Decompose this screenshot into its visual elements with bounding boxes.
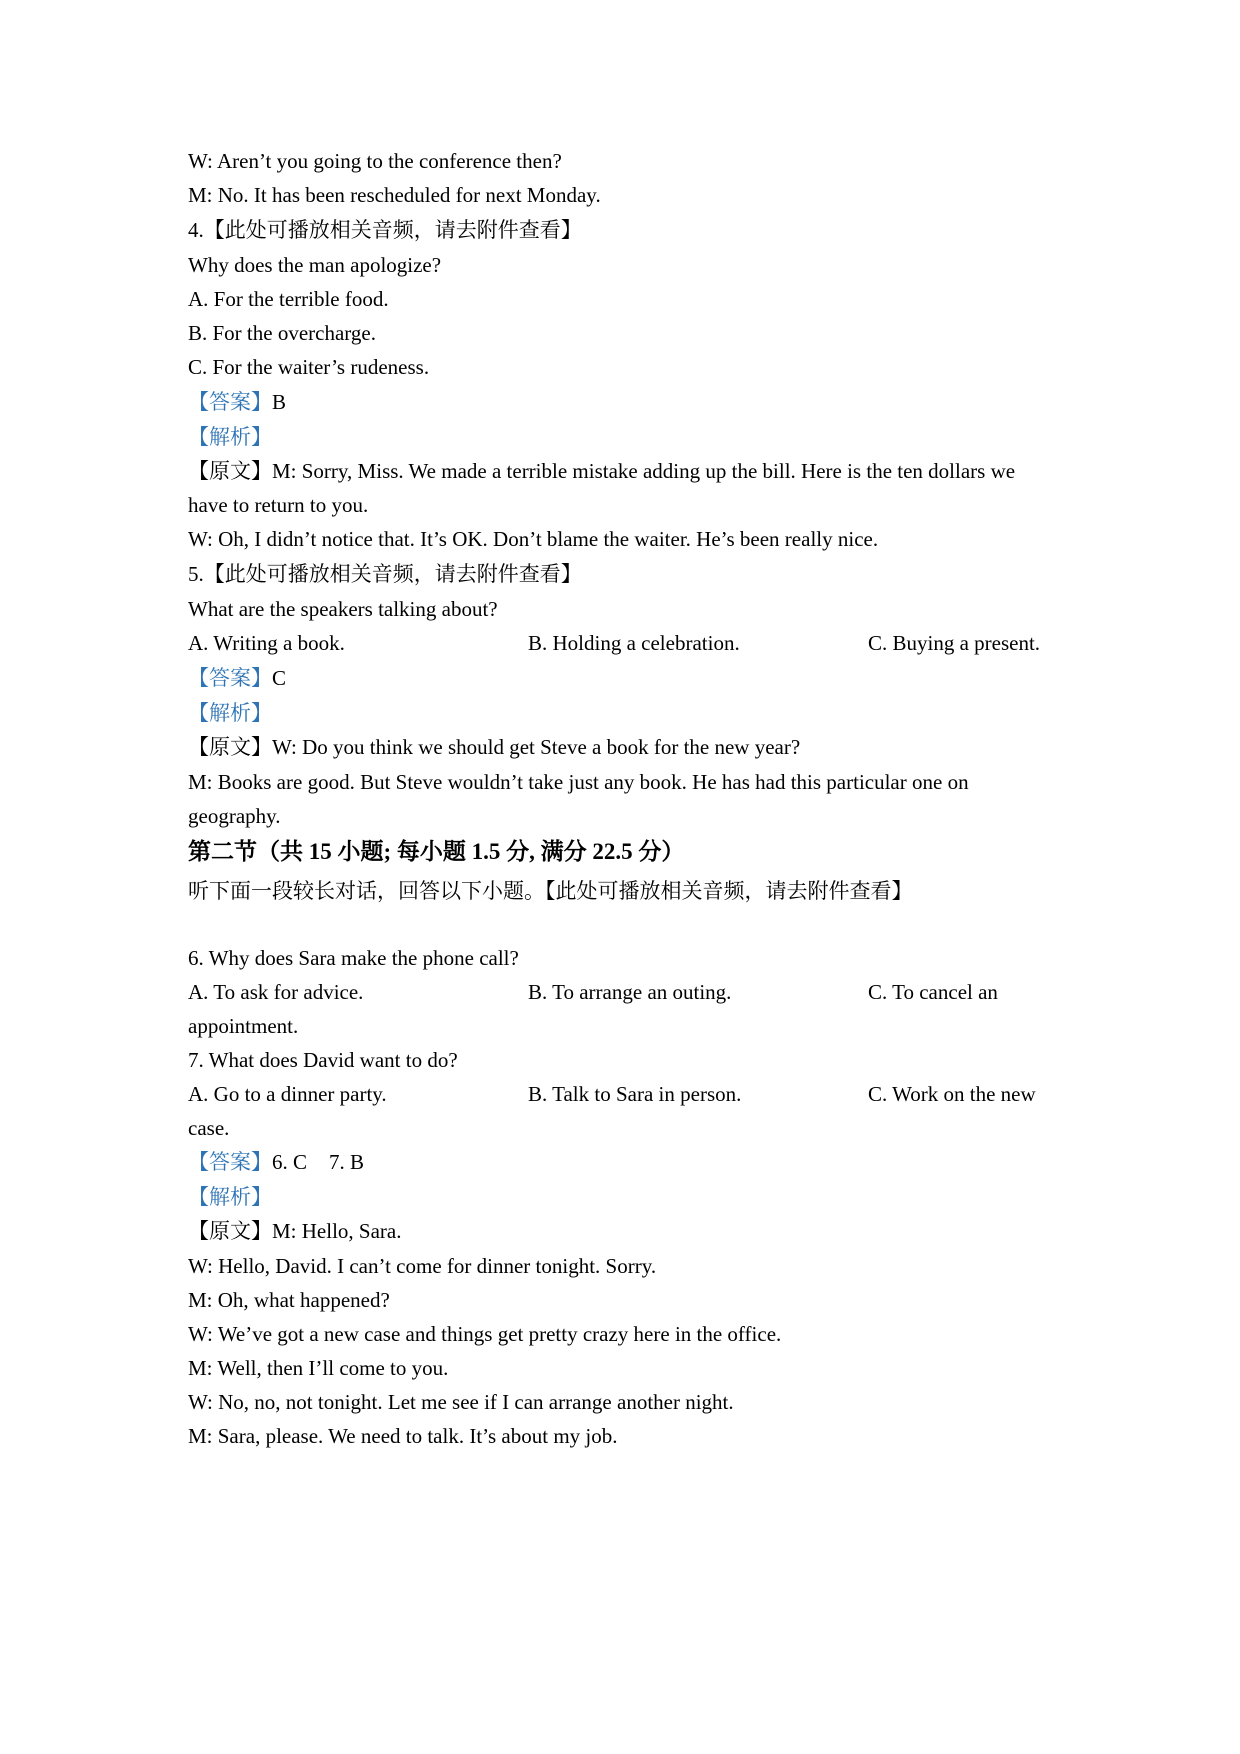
q7-option-c-continued: case.: [188, 1116, 230, 1140]
q67-transcript-line: W: No, no, not tonight. Let me see if I can arrange another night.: [188, 1390, 734, 1414]
q5-analysis-tag: 【解析】: [188, 701, 272, 725]
q67-transcript-line: M: Well, then I’ll come to you.: [188, 1356, 449, 1380]
transcript-text: W: Do you think we should get Steve a book for the new year?: [272, 735, 801, 759]
q4-question: Why does the man apologize?: [188, 253, 442, 277]
answer-value: 7. B: [329, 1150, 365, 1174]
answer-value: B: [272, 390, 287, 414]
q5-option-a: A. Writing a book.: [188, 631, 345, 655]
q6-option-c: C. To cancel an: [868, 980, 998, 1004]
answer-value: C: [272, 666, 287, 690]
q5-answer: [188, 663, 1068, 693]
original-tag: 【原文】: [188, 459, 272, 483]
q7-option-c: C. Work on the new: [868, 1082, 1036, 1106]
original-tag: 【原文】: [188, 735, 272, 759]
q5-transcript-line: M: Books are good. But Steve wouldn’t take just any book. He has had this particular one on: [188, 770, 969, 794]
q7-option-a: A. Go to a dinner party.: [188, 1082, 387, 1106]
answer-value: 6. C: [272, 1150, 308, 1174]
q67-transcript-line: W: We’ve got a new case and things get pretty crazy here in the office.: [188, 1322, 782, 1346]
q5-option-c: C. Buying a present.: [868, 631, 1041, 655]
q6-options: [188, 977, 1068, 1007]
q67-answer: [188, 1147, 1068, 1177]
q7-option-b: B. Talk to Sara in person.: [528, 1082, 742, 1106]
q5-audio-prompt: 5.【此处可播放相关音频，请去附件查看】: [188, 562, 582, 586]
q4-transcript-line: have to return to you.: [188, 493, 369, 517]
q67-analysis-tag: 【解析】: [188, 1185, 272, 1209]
section-intro: 听下面一段较长对话，回答以下小题。【此处可播放相关音频，请去附件查看】: [188, 879, 913, 903]
q7-question: 7. What does David want to do?: [188, 1048, 458, 1072]
q67-transcript-line: M: Oh, what happened?: [188, 1288, 390, 1312]
q67-transcript-line: W: Hello, David. I can’t come for dinner tonight. Sorry.: [188, 1254, 657, 1278]
q5-transcript-line: [188, 732, 1068, 762]
q67-transcript-line: [188, 1216, 1068, 1246]
q67-transcript-line: M: Sara, please. We need to talk. It’s about my job.: [188, 1424, 618, 1448]
q6-question: 6. Why does Sara make the phone call?: [188, 946, 519, 970]
q6-option-c-continued: appointment.: [188, 1014, 299, 1038]
dialogue-line: M: No. It has been rescheduled for next Monday.: [188, 183, 601, 207]
q5-transcript-line: geography.: [188, 804, 281, 828]
transcript-text: M: Hello, Sara.: [272, 1219, 402, 1243]
q4-analysis-tag: 【解析】: [188, 425, 272, 449]
q7-options: [188, 1079, 1068, 1109]
original-tag: 【原文】: [188, 1219, 272, 1243]
q4-option-c: C. For the waiter’s rudeness.: [188, 355, 430, 379]
q6-option-a: A. To ask for advice.: [188, 980, 364, 1004]
answer-tag: 【答案】: [188, 390, 272, 414]
q4-transcript-line: [188, 456, 1068, 486]
q4-audio-prompt: 4.【此处可播放相关音频，请去附件查看】: [188, 218, 582, 242]
q5-options: [188, 628, 1068, 658]
answer-tag: 【答案】: [188, 666, 272, 690]
q6-option-b: B. To arrange an outing.: [528, 980, 732, 1004]
q4-option-a: A. For the terrible food.: [188, 287, 389, 311]
section-heading: 第二节（共 15 小题; 每小题 1.5 分, 满分 22.5 分）: [188, 839, 685, 864]
q4-option-b: B. For the overcharge.: [188, 321, 376, 345]
answer-tag: 【答案】: [188, 1150, 272, 1174]
q5-option-b: B. Holding a celebration.: [528, 631, 740, 655]
dialogue-line: W: Aren’t you going to the conference then?: [188, 149, 562, 173]
q4-transcript-line: W: Oh, I didn’t notice that. It’s OK. Don’t blame the waiter. He’s been really nice.: [188, 527, 879, 551]
q4-answer: [188, 387, 1068, 417]
q5-question: What are the speakers talking about?: [188, 597, 498, 621]
transcript-text: M: Sorry, Miss. We made a terrible mistake adding up the bill. Here is the ten dollars we: [272, 459, 1016, 483]
